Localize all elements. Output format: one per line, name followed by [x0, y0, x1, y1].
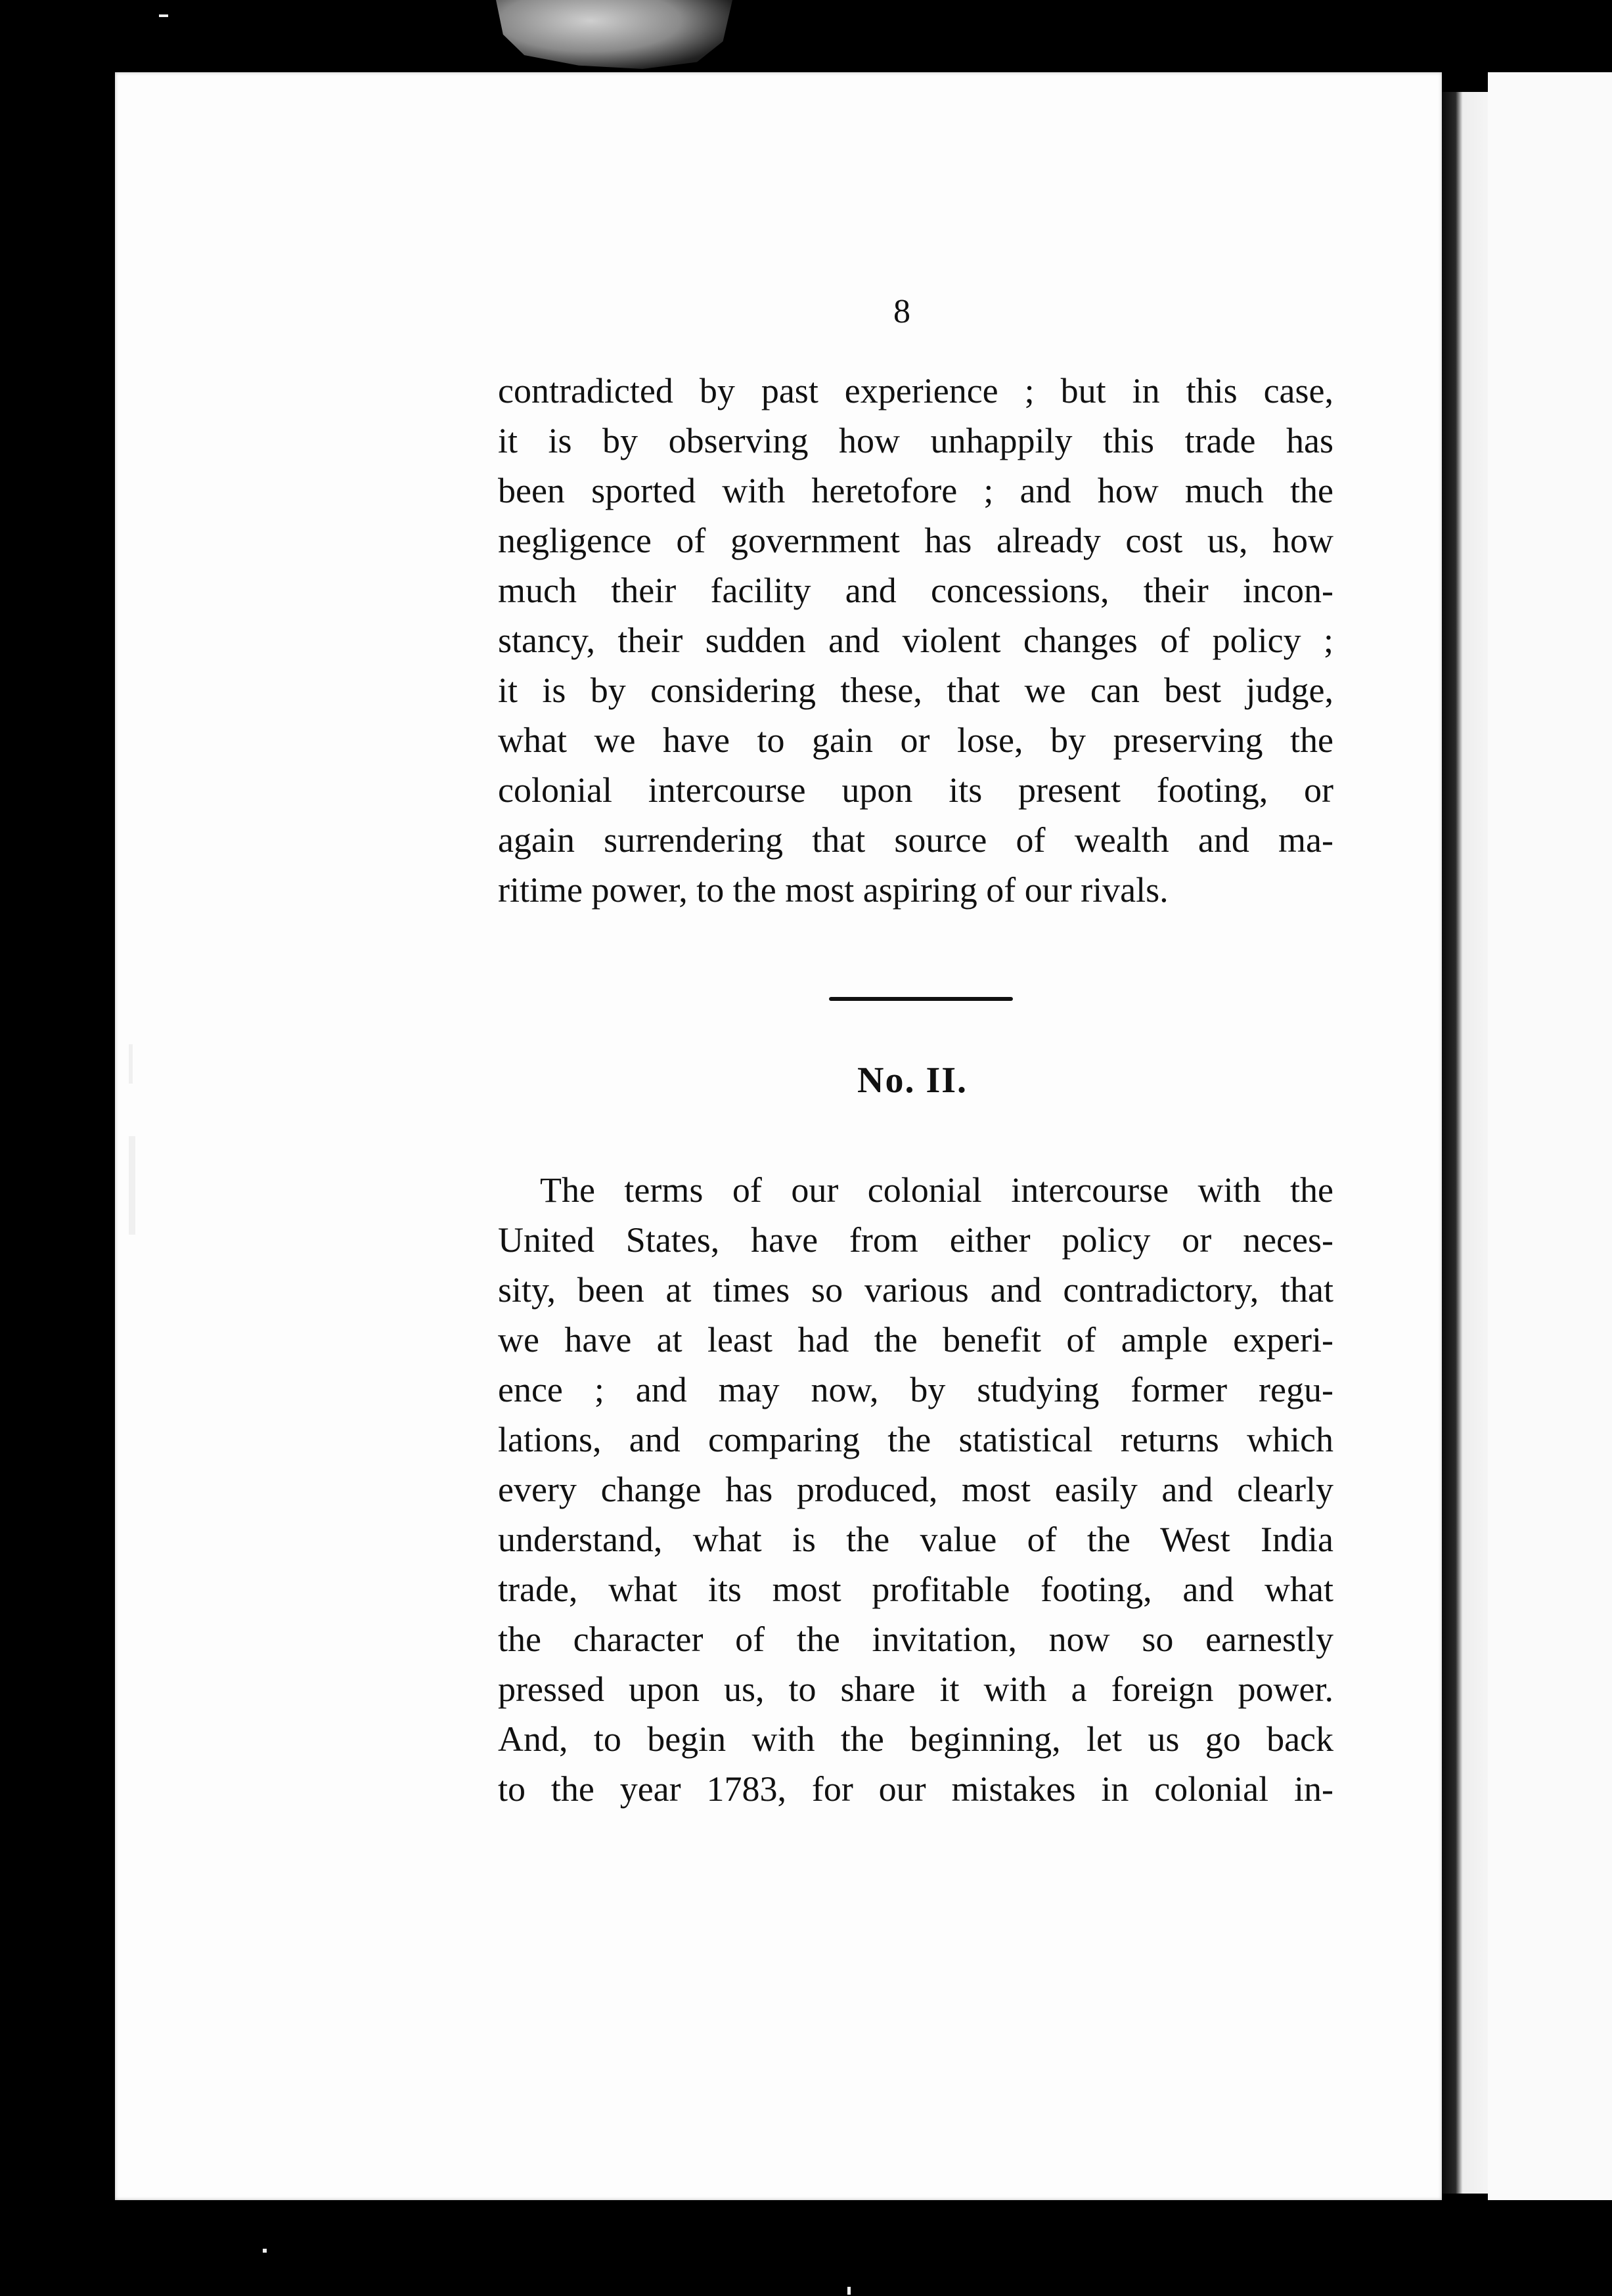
text-line: what we have to gain or lose, by preserving the [498, 720, 1333, 760]
page-gutter-shadow [1442, 92, 1488, 2194]
text-line: it is by observing how unhappily this trade has [498, 421, 1333, 460]
text-line: negligence of government has already cost us, how [498, 521, 1333, 560]
text-line: the character of the invitation, now so earnestly [498, 1620, 1333, 1659]
adjacent-page-edge [1488, 72, 1612, 2200]
text-line: it is by considering these, that we can best judge, [498, 671, 1333, 710]
scan-speck [847, 2287, 851, 2295]
text-line: sity, been at times so various and contradictory, that [498, 1270, 1333, 1310]
text-line: we have at least had the benefit of ample experi- [498, 1320, 1333, 1359]
text-line: much their facility and concessions, their incon- [498, 571, 1333, 610]
text-line: every change has produced, most easily and clearly [498, 1470, 1333, 1509]
torn-paper-fragment [496, 0, 732, 69]
text-line: colonial intercourse upon its present footing, or [498, 770, 1333, 810]
text-line: understand, what is the value of the West India [498, 1520, 1333, 1559]
page-number: 8 [893, 293, 910, 330]
text-line: again surrendering that source of wealth and ma- [498, 820, 1333, 860]
text-line: United States, have from either policy or neces- [498, 1220, 1333, 1260]
section-heading: No. II. [857, 1060, 968, 1101]
text-line: stancy, their sudden and violent changes of policy ; [498, 621, 1333, 660]
text-line: ence ; and may now, by studying former regu- [498, 1370, 1333, 1409]
paragraph-section-ii [498, 1165, 1333, 1814]
scan-speck [129, 1044, 133, 1084]
section-divider-rule [829, 997, 1013, 1001]
text-line: ritime power, to the most aspiring of our rivals. [498, 870, 1169, 910]
text-line: And, to begin with the beginning, let us go back [498, 1719, 1333, 1759]
text-line: lations, and comparing the statistical returns which [498, 1420, 1333, 1459]
text-line: been sported with heretofore ; and how much the [498, 471, 1333, 510]
paragraph-continued [498, 366, 1333, 915]
text-line: pressed upon us, to share it with a foreign power. [498, 1669, 1333, 1709]
text-line: trade, what its most profitable footing, and what [498, 1570, 1333, 1609]
text-line: contradicted by past experience ; but in this case, [498, 371, 1333, 410]
text-line: The terms of our colonial intercourse with the [540, 1170, 1333, 1210]
text-line: to the year 1783, for our mistakes in colonial in- [498, 1769, 1333, 1809]
scan-speck [159, 14, 168, 17]
scan-speck [263, 2249, 267, 2253]
scan-speck [129, 1136, 135, 1235]
